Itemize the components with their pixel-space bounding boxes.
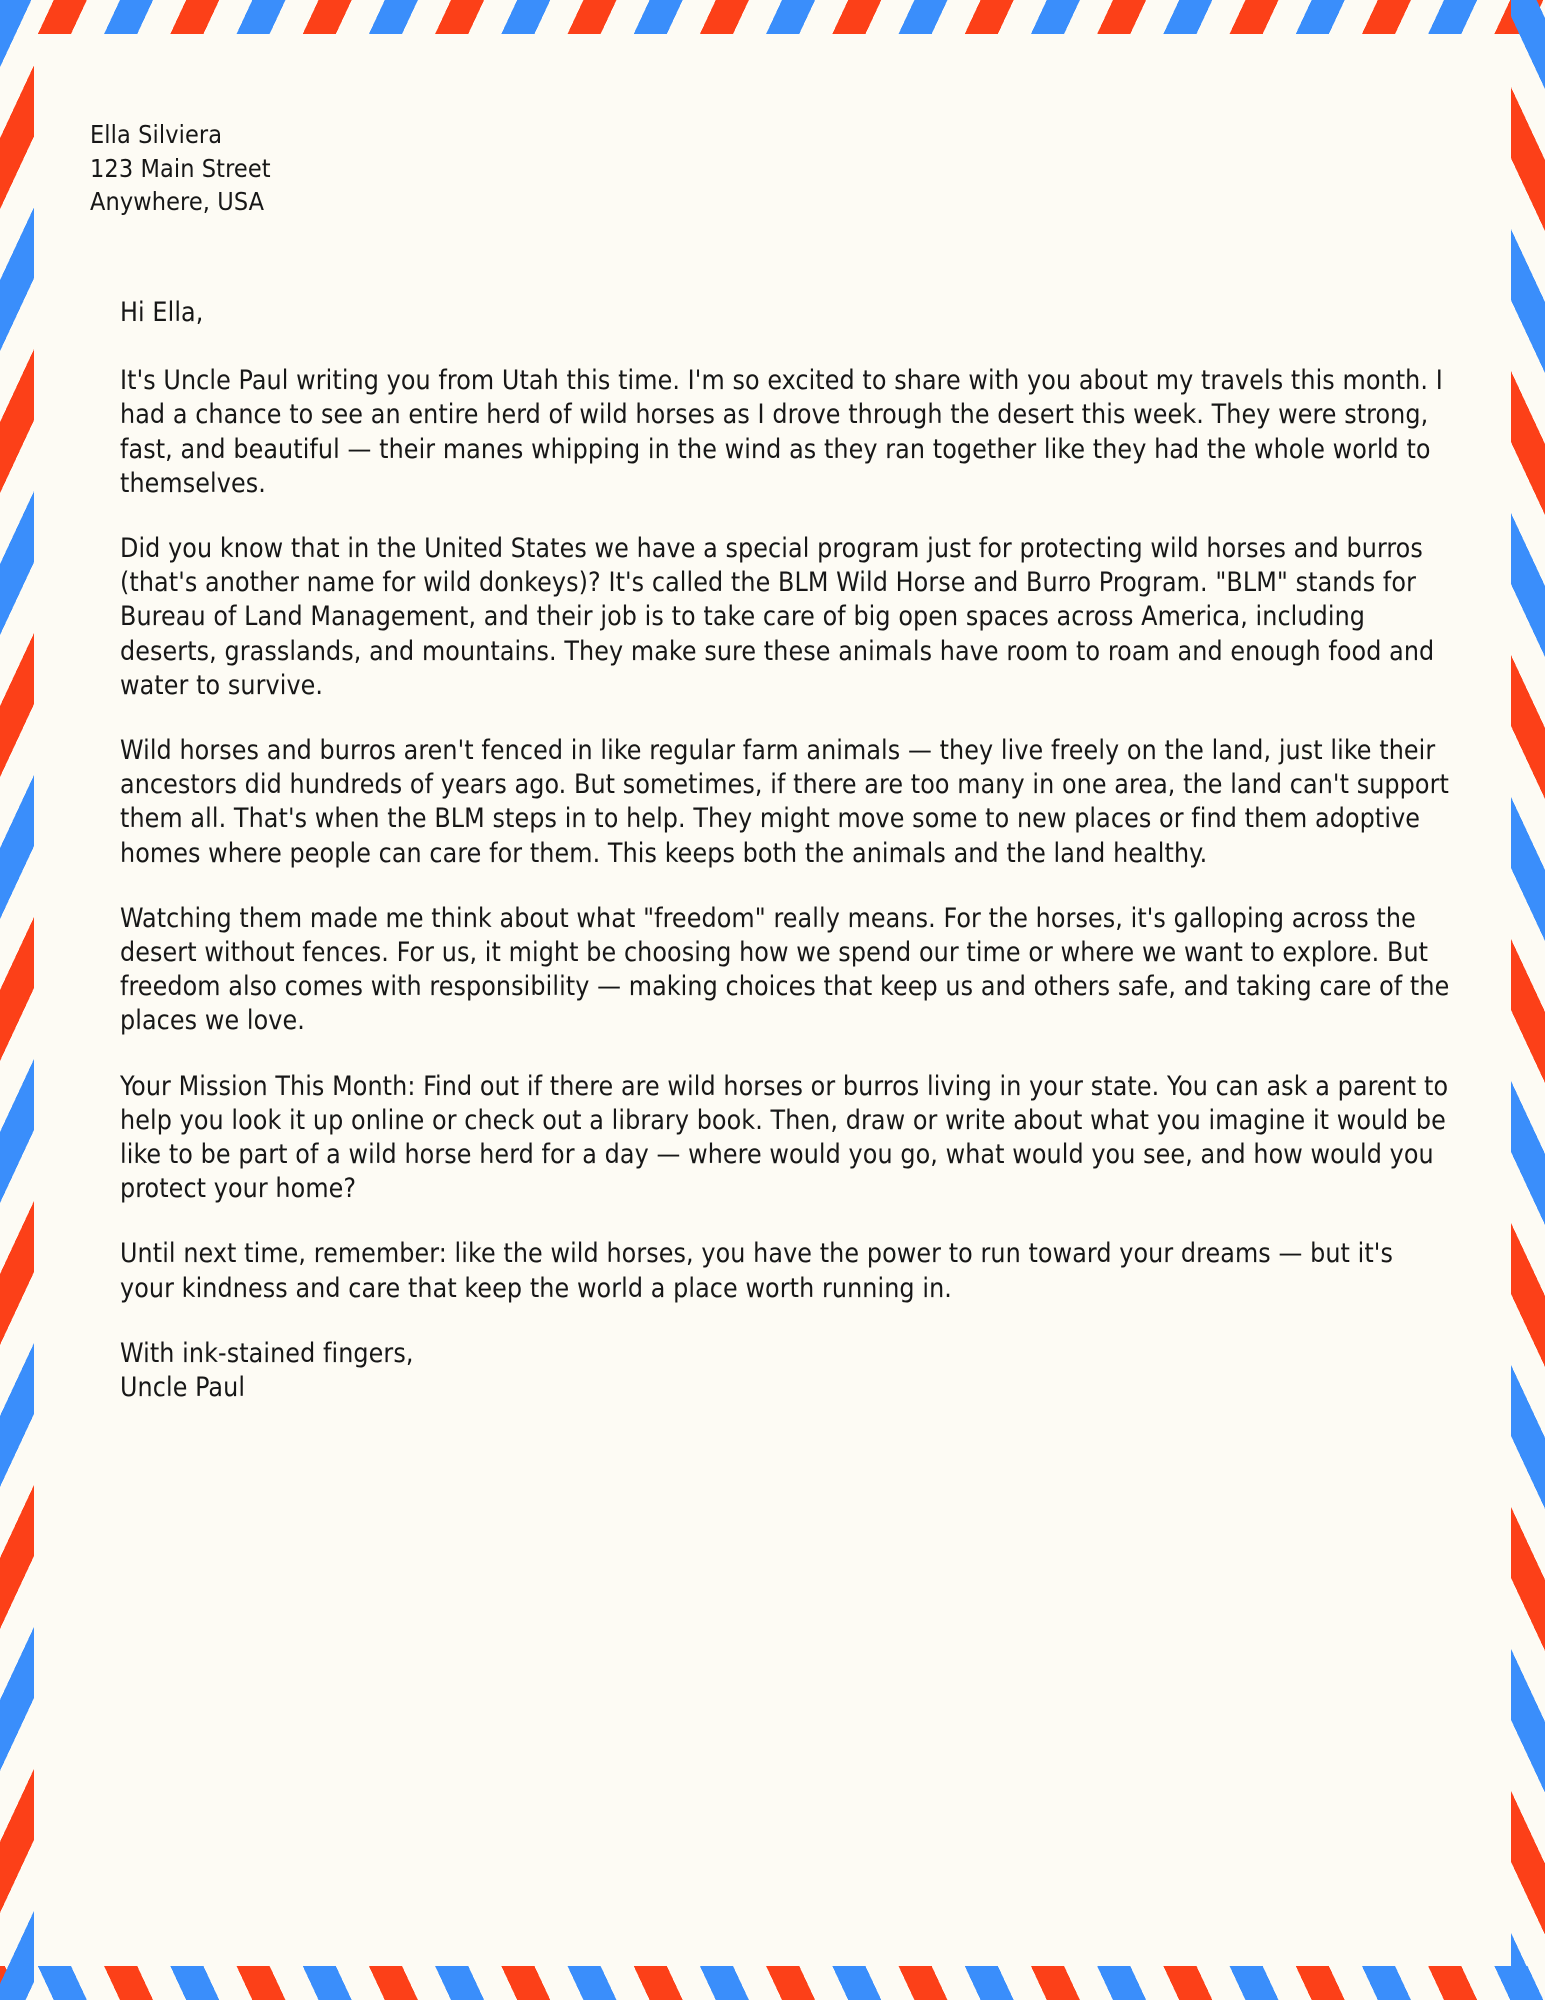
letter-paragraph: Wild horses and burros aren't fenced in like regular farm animals — they live freely on the land, just like their ancestors did hundreds of years ago. But sometimes, if there are too many in one area, the land can't support them all. That's when the BLM steps in to help. They might move some to new places or find them adoptive homes where people can care for them. This keeps both the animals and the land healthy. [120,735,1449,869]
letter-paragraph: It's Uncle Paul writing you from Utah this time. I'm so excited to share with you about my travels this month. I had a chance to see an entire herd of wild horses as I drove through the desert this week. They were strong, fast, and beautiful — their manes whipping in the wind as they ran together like they had the whole world to themselves. [120,365,1443,499]
airmail-border-right [1511,0,1545,2000]
letter-sheet [34,34,1511,1966]
airmail-border-bottom [0,1966,1545,2000]
letter-body [120,296,1450,1405]
letter-greeting: Hi Ella, [120,297,204,328]
airmail-stripe-pattern [0,1966,1545,2000]
airmail-border-top [0,0,1545,34]
letter-paragraph: Until next time, remember: like the wild horses, you have the power to run toward your dreams — but it's your kindness and care that keep the world a place worth running in. [120,1238,1393,1304]
letter-paragraph: Did you know that in the United States we have a special program just for protecting wild horses and burros (that's another name for wild donkeys)? It's called the BLM Wild Horse and Burro Program. "BLM" stands for Bureau of Land Management, and their job is to take care of big open spaces across America, including deserts, grasslands, and mountains. They make sure these animals have room to roam and enough food and water to survive. [120,533,1435,701]
airmail-border-left [0,0,34,2000]
return-address-block: Ella Silviera 123 Main Street Anywhere, USA [90,120,271,216]
airmail-stripe-pattern [0,0,34,2000]
letter-paragraph: Watching them made me think about what "freedom" really means. For the horses, it's galloping across the desert without fences. For us, it might be choosing how we spend our time or where we want to explore. But freedom also comes with responsibility — making choices that keep us and others safe, and taking care of the places we love. [120,902,1450,1037]
letter-mission-paragraph: Your Mission This Month: Find out if there are wild horses or burros living in your state. You can ask a parent to help you look it up online or check out a library book. Then, draw or write about what you imagine it would be like to be part of a wild horse herd for a day — where would you go, what would you see, and how would you protect your home? [120,1070,1449,1205]
airmail-stripe-pattern [0,0,1545,34]
airmail-stripe-pattern [1511,0,1545,2000]
letter-signature-block: With ink-stained fingers, Uncle Paul [120,1337,414,1404]
